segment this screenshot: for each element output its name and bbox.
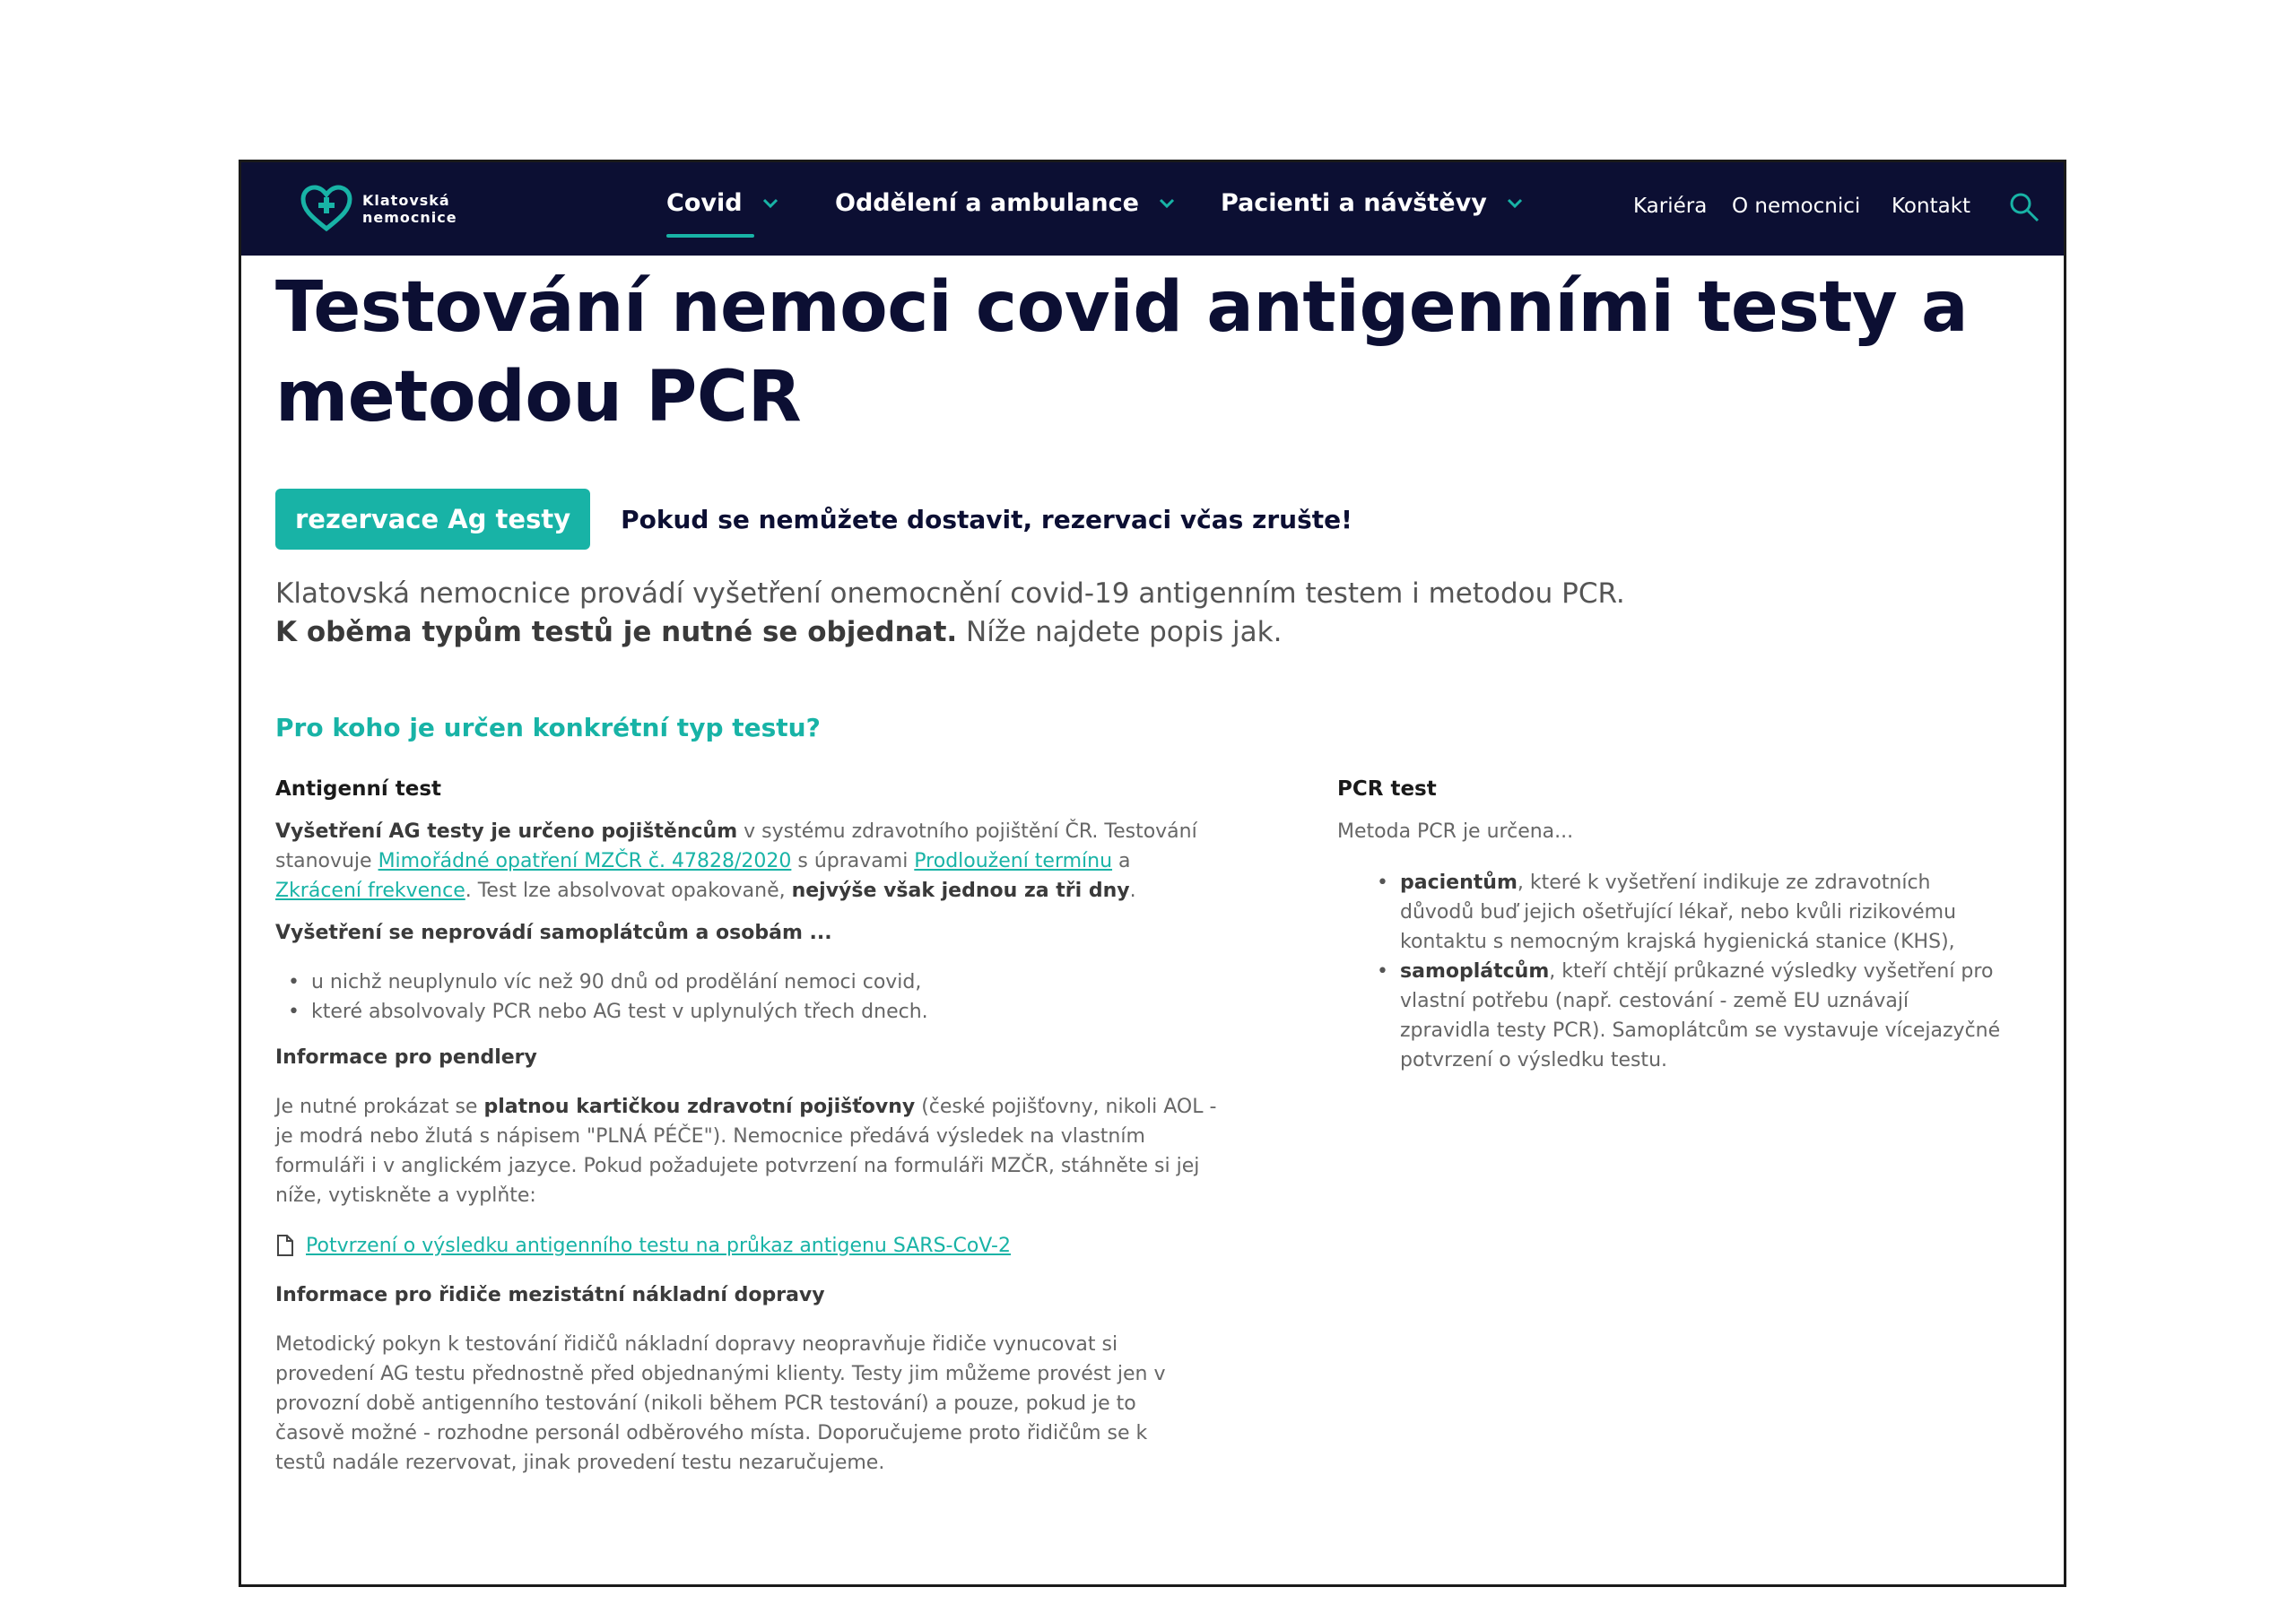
antigen-title: Antigenní test — [275, 777, 442, 801]
pcr-column — [1337, 777, 2046, 1075]
pcr-b1-bold: pacientům — [1400, 872, 1518, 894]
link-term-extension[interactable]: Prodloužení termínu — [914, 850, 1113, 872]
reserve-ag-test-button[interactable]: rezervace Ag testy — [275, 489, 590, 550]
chevron-down-icon — [1507, 198, 1523, 209]
commuters-heading: Informace pro pendlery — [275, 1046, 537, 1069]
logo[interactable] — [300, 184, 457, 234]
cta-row — [275, 489, 1352, 550]
link-career[interactable]: Kariéra — [1633, 195, 1708, 218]
top-navigation — [241, 162, 2064, 256]
antigen-p1-b: stanovuje — [275, 850, 378, 872]
pcr-b2-bold: samoplátcům — [1400, 960, 1550, 983]
nav-label-departments: Oddělení a ambulance — [835, 189, 1139, 217]
not-for-list — [275, 967, 1298, 1027]
antigen-p1-f: . — [1129, 880, 1136, 902]
commuters-e: níže, vytiskněte a vyplňte: — [275, 1184, 536, 1207]
logo-text — [362, 192, 457, 226]
pcr-b2-line: , kteří chtějí průkazné výsledky vyšetření pro — [1549, 960, 1994, 983]
pcr-b2-line: potvrzení o výsledku testu. — [1400, 1049, 1667, 1071]
pcr-b2-line: vlastní potřebu (např. cestování - země EU uznávají — [1400, 990, 1909, 1012]
page-title-line-2: metodou PCR — [275, 357, 802, 438]
pcr-intro: Metoda PCR je určena... — [1337, 820, 1574, 843]
antigen-paragraph — [275, 817, 1298, 906]
page-title-line-1: Testování nemoci covid antigenními testy a — [275, 267, 1969, 348]
drivers-heading: Informace pro řidiče mezistátní nákladní dopravy — [275, 1284, 825, 1306]
logo-line-1: Klatovská — [362, 192, 450, 209]
pcr-b1-line: důvodů buď jejich ošetřující lékař, nebo kvůli rizikovému — [1400, 901, 1957, 924]
antigen-p1-bold2: nejvýše však jednou za tři dny — [791, 880, 1130, 902]
cancel-reservation-note: Pokud se nemůžete dostavit, rezervaci včas zrušte! — [621, 504, 1352, 534]
search-icon[interactable] — [2008, 191, 2040, 223]
pcr-list — [1337, 868, 2046, 1075]
logo-line-2: nemocnice — [362, 209, 457, 226]
commuters-bold: platnou kartičkou zdravotní pojišťovny — [483, 1096, 916, 1118]
antigen-p1-bold: Vyšetření AG testy je určeno pojištěncům — [275, 820, 738, 843]
pcr-b1-line: , které k vyšetření indikuje ze zdravotních — [1517, 872, 1931, 894]
download-confirmation-form-link[interactable]: Potvrzení o výsledku antigenního testu na průkaz antigenu SARS-CoV-2 — [306, 1234, 1011, 1257]
chevron-down-icon — [1159, 198, 1175, 209]
drivers-line: provozní době antigenního testování (nikoli během PCR testování) a pouze, pokud je to — [275, 1392, 1136, 1415]
commuters-paragraph — [275, 1092, 1298, 1210]
drivers-line: provedení AG testu přednostně před objednanými klienty. Testy jim můžeme provést jen v — [275, 1363, 1166, 1385]
main-content — [275, 256, 2033, 1474]
antigen-p1-c: s úpravami — [791, 850, 915, 872]
heart-cross-icon — [300, 184, 353, 234]
pcr-b2-line: zpravidla testy PCR). Samoplátcům se vystavuje vícejazyčné — [1400, 1019, 2001, 1042]
commuters-b: (české pojišťovny, nikoli AOL - — [915, 1096, 1217, 1118]
antigen-column — [275, 777, 1298, 1478]
list-item: • které absolvovaly PCR nebo AG test v uplynulých třech dnech. — [311, 997, 1298, 1027]
antigen-p1-d: a — [1112, 850, 1131, 872]
list-item — [1400, 868, 2046, 957]
drivers-line: testů nadále rezervovat, jinak provedení testu nezaručujeme. — [275, 1452, 885, 1474]
link-mzcr-measure[interactable]: Mimořádné opatření MZČR č. 47828/2020 — [378, 850, 792, 872]
page-title — [275, 263, 2033, 442]
intro-line-2 — [275, 613, 1625, 652]
list-item: • u nichž neuplynulo víc než 90 dnů od prodělání nemoci covid, — [311, 967, 1298, 997]
nav-item-departments[interactable] — [835, 189, 1175, 217]
active-tab-underline — [666, 234, 754, 238]
pcr-b1-line: kontaktu s nemocným krajská hygienická stanice (KHS), — [1400, 931, 1955, 953]
nav-label-covid: Covid — [666, 189, 743, 217]
section-subheading: Pro koho je určen konkrétní typ testu? — [275, 713, 821, 742]
drivers-line: Metodický pokyn k testování řidičů nákladní dopravy neopravňuje řidiče vynucovat si — [275, 1333, 1118, 1356]
drivers-line: časově možné - rozhodne personál odběrového místa. Doporučujeme proto řidičům se k — [275, 1422, 1148, 1444]
antigen-p1-a: v systému zdravotního pojištění ČR. Testování — [737, 820, 1197, 843]
nav-item-patients[interactable] — [1221, 189, 1523, 217]
commuters-a: Je nutné prokázat se — [275, 1096, 484, 1118]
link-about[interactable]: O nemocnici — [1732, 195, 1861, 218]
nav-label-patients: Pacienti a návštěvy — [1221, 189, 1487, 217]
link-frequency-reduction[interactable]: Zkrácení frekvence — [275, 880, 465, 902]
file-icon — [275, 1234, 295, 1257]
commuters-d: formuláři i v anglickém jazyce. Pokud požadujete potvrzení na formuláři MZČR, stáhněte si jej — [275, 1155, 1200, 1177]
list-item — [1400, 957, 2046, 1075]
link-contact[interactable]: Kontakt — [1892, 195, 1971, 218]
pcr-title: PCR test — [1337, 777, 1437, 801]
intro-text — [275, 575, 1625, 652]
intro-bold: K oběma typům testů je nutné se objednat. — [275, 616, 958, 648]
commuters-c: je modrá nebo žlutá s nápisem "PLNÁ PÉČE"). Nemocnice předává výsledek na vlastním — [275, 1125, 1145, 1148]
chevron-down-icon — [762, 198, 778, 209]
drivers-paragraph — [275, 1330, 1298, 1478]
file-download-row — [275, 1234, 1298, 1257]
browser-frame — [239, 160, 2066, 1587]
not-for-heading: Vyšetření se neprovádí samoplátcům a osobám ... — [275, 922, 832, 944]
nav-item-covid[interactable] — [666, 189, 778, 217]
intro-line-1: Klatovská nemocnice provádí vyšetření onemocnění covid-19 antigenním testem i metodou PCR. — [275, 577, 1625, 610]
antigen-p1-e: . Test lze absolvovat opakovaně, — [465, 880, 792, 902]
intro-rest: Níže najdete popis jak. — [957, 616, 1283, 648]
